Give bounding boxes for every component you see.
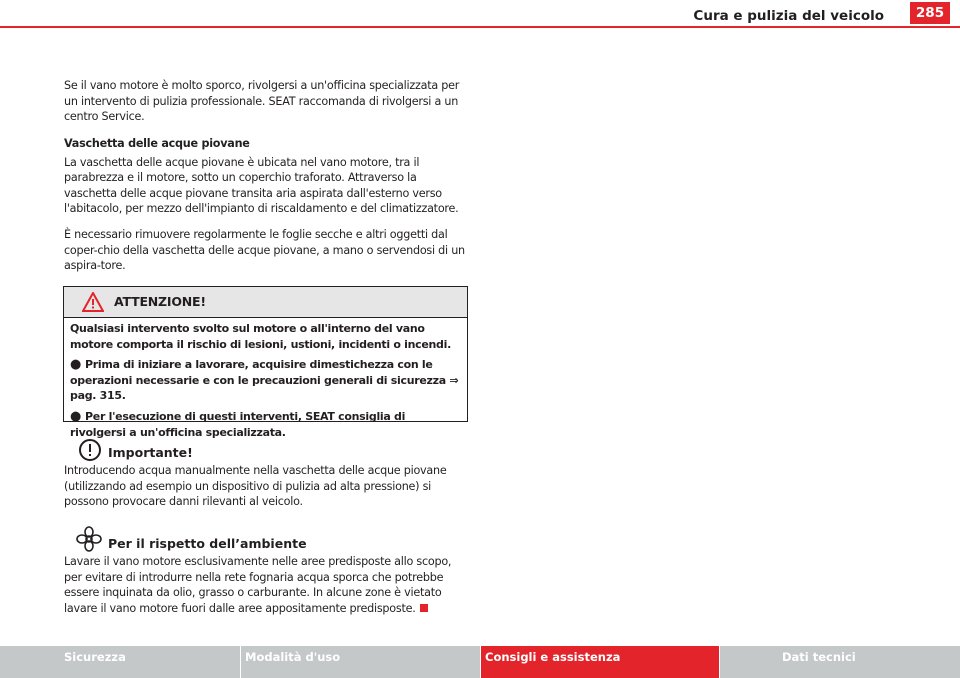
tab-label: Consigli e assistenza xyxy=(485,650,621,664)
warning-body xyxy=(64,318,467,440)
chapter-title: Cura e pulizia del veicolo xyxy=(693,8,884,24)
end-of-section-icon xyxy=(420,604,428,612)
bullet-icon: ● xyxy=(70,408,82,424)
warning-bullet xyxy=(70,357,461,404)
tab-label: Dati tecnici xyxy=(782,650,856,664)
environment-text-body: Lavare il vano motore esclusivamente nelle aree predisposte allo scopo, per evitare di introdurre nella rete fognaria acqua sporca che potrebbe essere inquinata da olio, grasso o carburante. In alcune zone è vietato lavare il vano motore fuori dalle aree appositamente predisposte. xyxy=(64,555,452,615)
flower-icon xyxy=(76,526,102,552)
warning-header xyxy=(64,287,467,318)
section-paragraph: La vaschetta delle acque piovane è ubicata nel vano motore, tra il parabrezza e il motore, sotto un coperchio traforato. Attraverso la vaschetta delle acque piovane transita aria aspirata dall'esterno verso l'abitacolo, per mezzo dell'impianto di riscaldamento e del climatizzatore. xyxy=(64,155,459,216)
tab-consigli-e-assistenza[interactable] xyxy=(481,646,719,678)
exclamation-circle-icon xyxy=(78,438,102,462)
important-text-block xyxy=(64,463,466,510)
important-title: Importante! xyxy=(108,445,193,460)
important-text: Introducendo acqua manualmente nella vaschetta delle acque piovane (utilizzando ad esempio un dispositivo di pulizia ad alta pressione) si possono provocare danni rilevanti al veicolo. xyxy=(64,464,447,509)
tab-label: Modalità d'uso xyxy=(245,650,341,664)
warning-bullet-text: Per l'esecuzione di questi interventi, SEAT consiglia di rivolgersi a un'officina specializzata. xyxy=(70,409,406,439)
warning-title: ATTENZIONE! xyxy=(114,294,206,309)
environment-text xyxy=(64,554,466,616)
warning-triangle-icon xyxy=(82,292,104,312)
header-rule xyxy=(0,26,960,28)
intro-block xyxy=(64,78,466,125)
tab-modalita-duso[interactable] xyxy=(241,646,480,678)
environment-text-block xyxy=(64,554,466,616)
bullet-icon: ● xyxy=(70,357,82,373)
section-paragraph: È necessario rimuovere regolarmente le foglie secche e altri oggetti dal coper-chio della vaschetta delle acque piovane, a mano o servendosi di un aspira-tore. xyxy=(64,227,465,273)
section-heading: Vaschetta delle acque piovane xyxy=(64,137,250,150)
warning-box xyxy=(63,286,468,439)
warning-bullet xyxy=(70,409,461,440)
tab-sicurezza[interactable] xyxy=(0,646,240,678)
tab-label: Sicurezza xyxy=(64,650,126,664)
page-number: 285 xyxy=(910,2,950,24)
tab-dati-tecnici[interactable] xyxy=(720,646,960,678)
warning-intro: Qualsiasi intervento svolto sul motore o all'interno del vano motore comporta il rischio di lesioni, ustioni, incidenti o incendi. xyxy=(70,322,451,351)
rain-tray-section xyxy=(64,136,466,274)
footer-nav xyxy=(0,646,960,678)
warning-bullet-text: Prima di iniziare a lavorare, acquisire dimestichezza con le operazioni necessarie e con le precauzioni generali di sicurezza ⇒ pag. 315. xyxy=(70,358,459,403)
environment-title: Per il rispetto dell’ambiente xyxy=(108,536,307,551)
intro-paragraph: Se il vano motore è molto sporco, rivolgersi a un'officina specializzata per un intervento di pulizia professionale. SEAT raccomanda di rivolgersi a un centro Service. xyxy=(64,79,460,124)
